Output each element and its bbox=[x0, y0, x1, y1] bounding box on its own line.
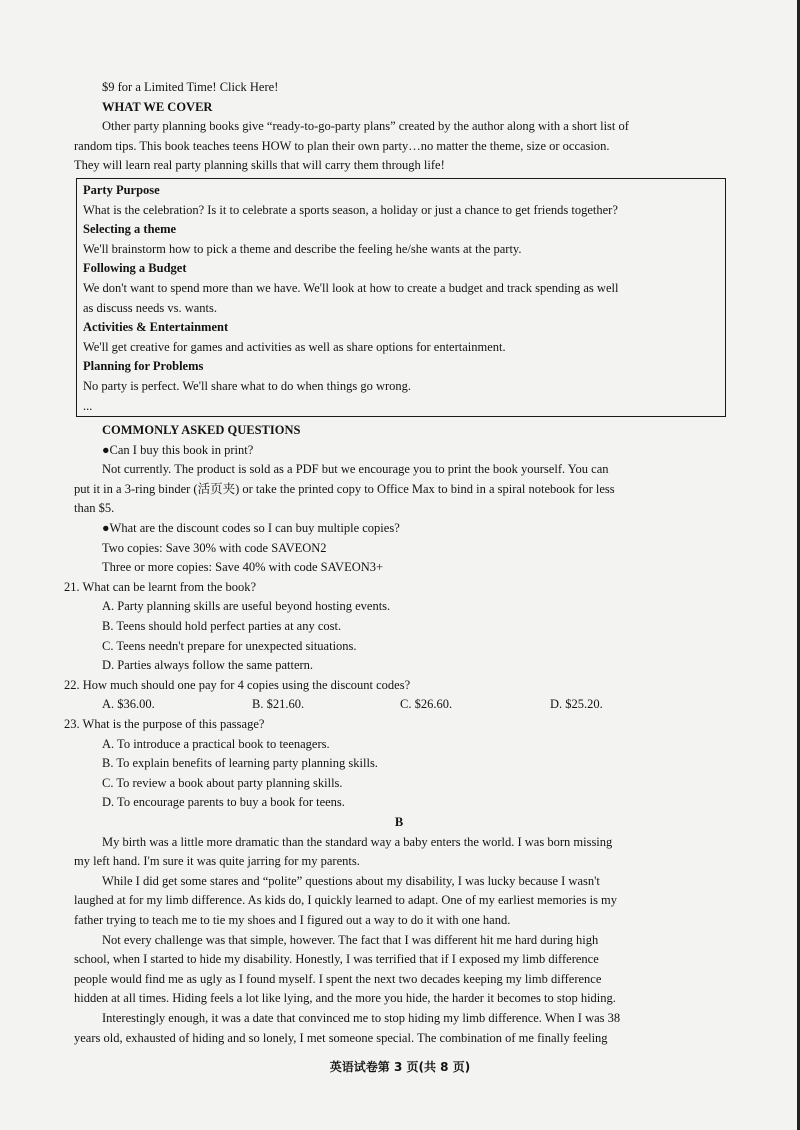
box-section-text: as discuss needs vs. wants. bbox=[83, 300, 218, 315]
box-section-text: We'll brainstorm how to pick a theme and describe the feeling he/she wants at the party. bbox=[83, 241, 522, 256]
faq-question: ●What are the discount codes so I can buy multiple copies? bbox=[102, 521, 400, 536]
passage-line: Not every challenge was that simple, however. The fact that I was different hit me hard during high bbox=[102, 932, 599, 947]
answer-option: C. Teens needn't prepare for unexpected situations. bbox=[102, 638, 357, 653]
answer-option: B. To explain benefits of learning party planning skills. bbox=[102, 756, 378, 771]
section-label: B bbox=[394, 814, 404, 829]
faq-answer-line: Not currently. The product is sold as a PDF but we encourage you to print the book yourself. You can bbox=[102, 462, 609, 477]
answer-option: B. $21.60. bbox=[252, 697, 305, 712]
page-content bbox=[64, 78, 724, 1048]
answer-option: B. Teens should hold perfect parties at any cost. bbox=[102, 619, 342, 634]
question-stem: 22. How much should one pay for 4 copies using the discount codes? bbox=[64, 677, 411, 692]
passage-line: Interestingly enough, it was a date that convinced me to stop hiding my limb difference. When I was 38 bbox=[102, 1010, 621, 1025]
answer-options-row bbox=[74, 695, 724, 715]
box-section-title: Selecting a theme bbox=[83, 222, 177, 237]
faq-question: ●Can I buy this book in print? bbox=[102, 442, 254, 457]
faq-answer-line: than $5. bbox=[74, 501, 115, 516]
box-section-text: We'll get creative for games and activities as well as share options for entertainment. bbox=[83, 339, 506, 354]
faq-answer-line: Three or more copies: Save 40% with code SAVEON3+ bbox=[102, 560, 384, 575]
intro-line: random tips. This book teaches teens HOW to plan their own party…no matter the theme, size or occasion. bbox=[74, 138, 610, 153]
answer-option: A. To introduce a practical book to teenagers. bbox=[102, 736, 330, 751]
passage-line: My birth was a little more dramatic than the standard way a baby enters the world. I was born missing bbox=[102, 834, 613, 849]
passage-line: father trying to teach me to tie my shoes and I figured out a way to do it with one hand. bbox=[74, 912, 511, 927]
passage-line: years old, exhausted of hiding and so lonely, I met someone special. The combination of me finally feeling bbox=[74, 1030, 608, 1045]
passage-line: my left hand. I'm sure it was quite jarring for my parents. bbox=[74, 854, 360, 869]
page-footer: 英语试卷第 3 页(共 8 页) bbox=[329, 1060, 471, 1074]
answer-option: D. To encourage parents to buy a book for teens. bbox=[102, 795, 345, 810]
box-section-title: Following a Budget bbox=[83, 261, 187, 276]
coverage-box bbox=[76, 178, 726, 417]
box-section-title: Planning for Problems bbox=[83, 359, 204, 374]
question-stem: 23. What is the purpose of this passage? bbox=[64, 717, 265, 731]
passage-line: hidden at all times. Hiding feels a lot like lying, and the more you hide, the harder it becomes to stop hiding. bbox=[74, 991, 616, 1006]
cover-heading: WHAT WE COVER bbox=[102, 99, 213, 114]
box-ellipsis: ... bbox=[83, 398, 93, 413]
faq-answer-line: put it in a 3-ring binder (活页夹) or take the printed copy to Office Max to bind in a spiral notebook for less bbox=[74, 481, 615, 496]
answer-option: A. $36.00. bbox=[102, 697, 155, 712]
box-section-title: Party Purpose bbox=[83, 182, 160, 197]
intro-line: Other party planning books give “ready-to-go-party plans” created by the author along with a short list of bbox=[102, 119, 629, 134]
passage-line: While I did get some stares and “polite” questions about my disability, I was lucky because I wasn't bbox=[102, 873, 600, 888]
question-stem: 21. What can be learnt from the book? bbox=[64, 579, 257, 594]
answer-option: D. Parties always follow the same pattern. bbox=[102, 658, 314, 673]
passage-line: laughed at for my limb difference. As kids do, I quickly learned to adapt. One of my earliest memories is my bbox=[74, 893, 618, 908]
faq-answer-line: Two copies: Save 30% with code SAVEON2 bbox=[102, 540, 327, 555]
answer-option: D. $25.20. bbox=[550, 697, 603, 712]
intro-line: They will learn real party planning skills that will carry them through life! bbox=[74, 158, 445, 173]
box-section-title: Activities & Entertainment bbox=[83, 320, 229, 335]
passage-line: people would find me as ugly as I found myself. I spent the next two decades keeping my limb difference bbox=[74, 971, 602, 986]
box-section-text: What is the celebration? Is it to celebrate a sports season, a holiday or just a chance to get friends together? bbox=[83, 202, 618, 217]
answer-option: C. To review a book about party planning skills. bbox=[102, 775, 343, 790]
answer-option: A. Party planning skills are useful beyond hosting events. bbox=[102, 599, 391, 614]
box-section-text: No party is perfect. We'll share what to do when things go wrong. bbox=[83, 378, 412, 393]
promo-line: $9 for a Limited Time! Click Here! bbox=[102, 80, 279, 94]
faq-heading: COMMONLY ASKED QUESTIONS bbox=[102, 423, 301, 438]
passage-line: school, when I started to hide my disability. Honestly, I was terrified that if I exposed my limb difference bbox=[74, 952, 599, 967]
box-section-text: We don't want to spend more than we have. We'll look at how to create a budget and track spending as well bbox=[83, 280, 619, 295]
answer-option: C. $26.60. bbox=[400, 697, 453, 712]
